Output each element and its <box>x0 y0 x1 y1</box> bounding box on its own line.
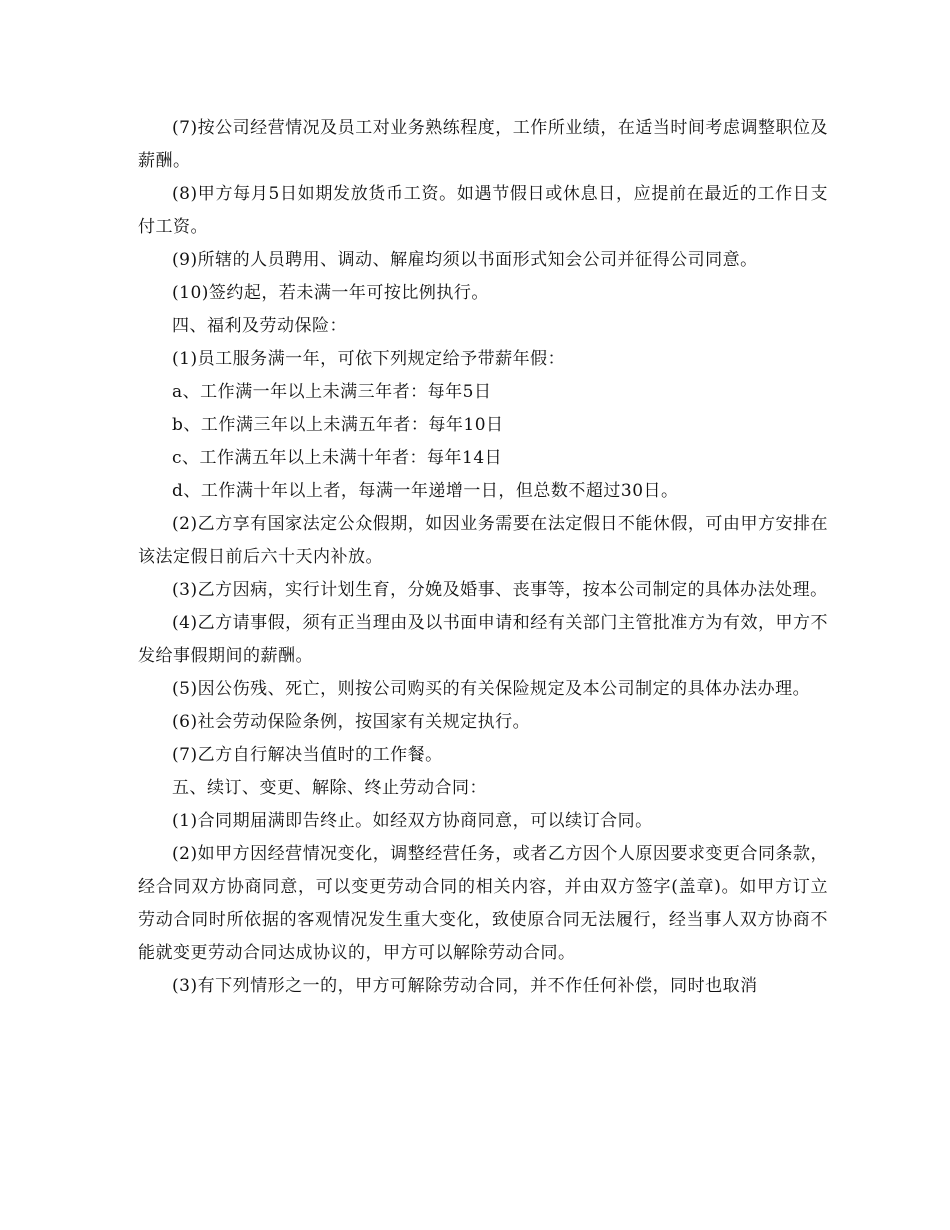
paragraph-contract-modification: (2)如甲方因经营情况变化，调整经营任务，或者乙方因个人原因要求变更合同条款，经合同双方协商同意，可以变更劳动合同的相关内容，并由双方签字(盖章)。如甲方订立劳动合同时所依据的客观情况发生重大变化，致使原合同无法履行，经当事人双方协商不能就变更劳动合同达成协议的，甲方可以解除劳动合同。 <box>138 844 828 963</box>
list-item-leave-c: c、工作满五年以上未满十年者：每年14日 <box>172 448 503 468</box>
paragraph-8-payday: (8)甲方每月5日如期发放货币工资。如遇节假日或休息日，应提前在最近的工作日支付工资。 <box>138 184 828 237</box>
paragraph-work-meals: (7)乙方自行解决当值时的工作餐。 <box>172 745 443 765</box>
paragraph-work-injury: (5)因公伤残、死亡，则按公司购买的有关保险规定及本公司制定的具体办法办理。 <box>172 679 811 699</box>
section-heading-contract-changes: 五、续订、变更、解除、终止劳动合同： <box>172 778 487 798</box>
paragraph-7-salary-adjustment: (7)按公司经营情况及员工对业务熟练程度，工作所业绩，在适当时间考虑调整职位及薪酬。 <box>138 118 828 171</box>
paragraph-public-holidays: (2)乙方享有国家法定公众假期，如因业务需要在法定假日不能休假，可由甲方安排在该法定假日前后六十天内补放。 <box>138 514 828 567</box>
section-heading-welfare: 四、福利及劳动保险： <box>172 316 347 336</box>
paragraph-contract-expiry: (1)合同期届满即告终止。如经双方协商同意，可以续订合同。 <box>172 811 653 831</box>
paragraph-annual-leave: (1)员工服务满一年，可依下列规定给予带薪年假： <box>172 349 566 369</box>
paragraph-10-proration: (10)签约起，若未满一年可按比例执行。 <box>172 283 489 303</box>
document-body <box>138 112 828 1003</box>
list-item-leave-a: a、工作满一年以上未满三年者：每年5日 <box>172 382 492 402</box>
list-item-leave-d: d、工作满十年以上者，每满一年递增一日，但总数不超过30日。 <box>172 481 679 501</box>
paragraph-contract-termination: (3)有下列情形之一的，甲方可解除劳动合同，并不作任何补偿，同时也取消 <box>172 976 758 996</box>
list-item-leave-b: b、工作满三年以上未满五年者：每年10日 <box>172 415 504 435</box>
paragraph-9-personnel: (9)所辖的人员聘用、调动、解雇均须以书面形式知会公司并征得公司同意。 <box>172 250 758 270</box>
paragraph-social-insurance: (6)社会劳动保险条例，按国家有关规定执行。 <box>172 712 531 732</box>
paragraph-sick-leave: (3)乙方因病，实行计划生育，分娩及婚事、丧事等，按本公司制定的具体办法处理。 <box>172 580 828 600</box>
paragraph-personal-leave: (4)乙方请事假，须有正当理由及以书面申请和经有关部门主管批准方为有效，甲方不发给事假期间的薪酬。 <box>138 613 828 666</box>
